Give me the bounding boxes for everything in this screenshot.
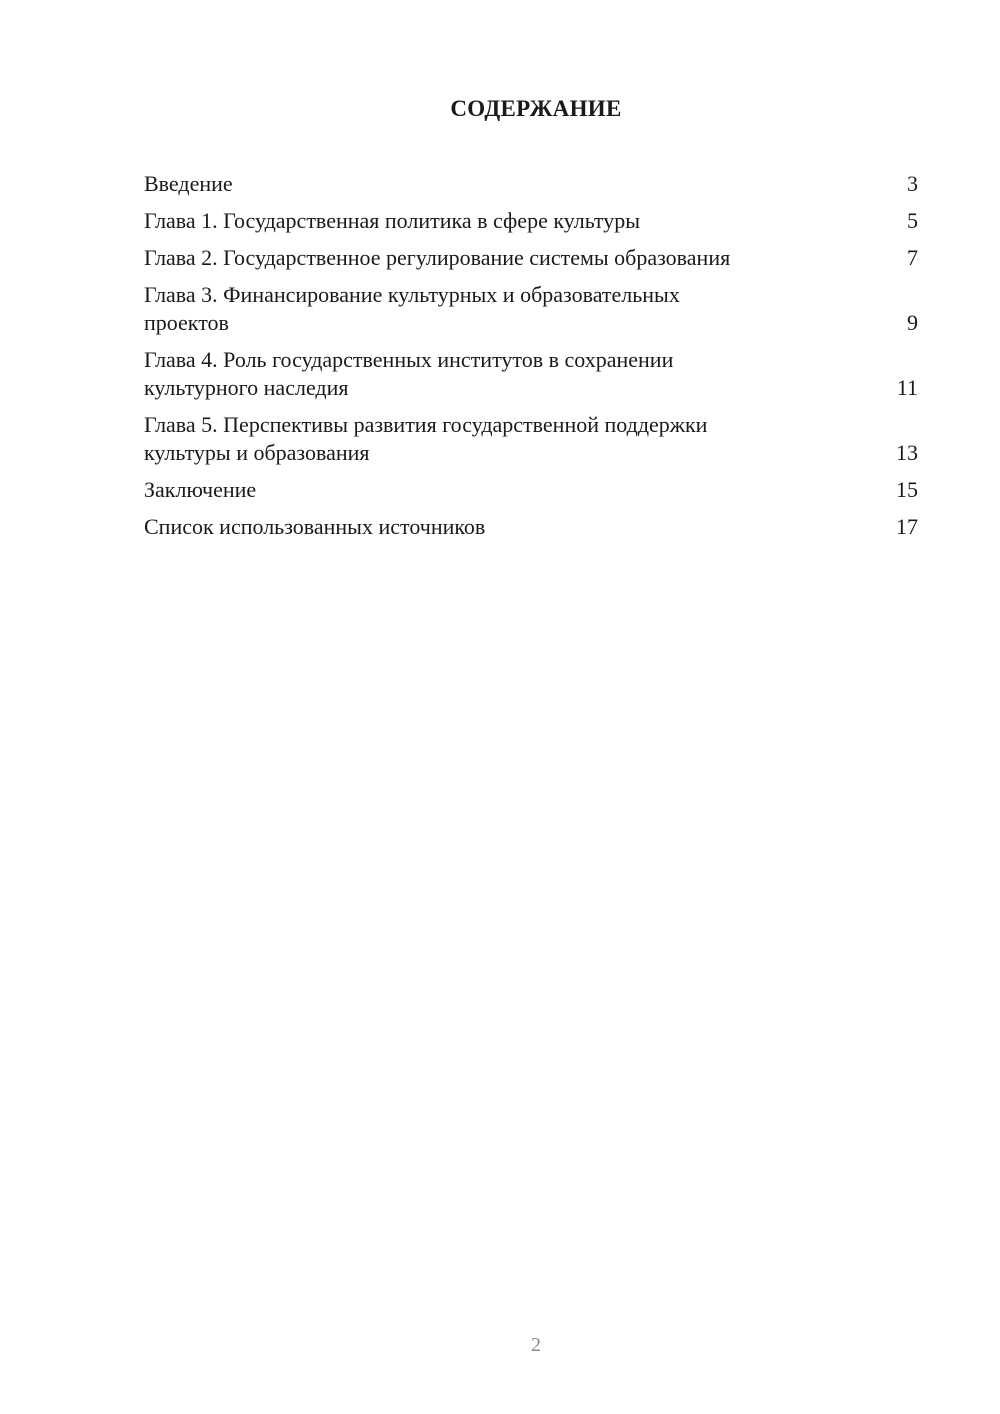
toc-entry-introduction	[144, 170, 918, 198]
toc-entry-chapter-5	[144, 411, 918, 467]
toc-entry-text: Глава 3. Финансирование культурных и образовательных проектов	[144, 282, 680, 335]
toc-entry-page: 15	[896, 477, 918, 502]
toc-entry-bibliography	[144, 513, 918, 541]
toc-entry-text: Заключение	[144, 477, 257, 502]
toc-entry-text: Глава 4. Роль государственных институтов в сохранении культурного наследия	[144, 347, 674, 400]
table-of-contents	[144, 170, 918, 550]
toc-entry-page: 7	[907, 245, 918, 270]
toc-entry-page: 9	[907, 310, 918, 335]
toc-entry-page: 13	[896, 440, 918, 465]
toc-entry-chapter-3	[144, 281, 918, 337]
toc-entry-page: 3	[907, 171, 918, 196]
toc-entry-chapter-4	[144, 346, 918, 402]
toc-entry-text: Глава 1. Государственная политика в сфере культуры	[144, 208, 641, 233]
toc-entry-chapter-1	[144, 207, 918, 235]
toc-entry-text: Список использованных источников	[144, 514, 486, 539]
toc-entry-page: 17	[896, 514, 918, 539]
toc-entry-text: Глава 5. Перспективы развития государственной поддержки культуры и образования	[144, 412, 708, 465]
toc-entry-chapter-2	[144, 244, 918, 272]
toc-entry-page: 11	[896, 375, 918, 400]
toc-entry-conclusion	[144, 476, 918, 504]
page-number: 2	[531, 1334, 541, 1356]
toc-entry-page: 5	[907, 208, 918, 233]
toc-heading: СОДЕРЖАНИЕ	[450, 96, 622, 121]
toc-entry-text: Глава 2. Государственное регулирование системы образования	[144, 245, 731, 270]
toc-entry-text: Введение	[144, 171, 233, 196]
